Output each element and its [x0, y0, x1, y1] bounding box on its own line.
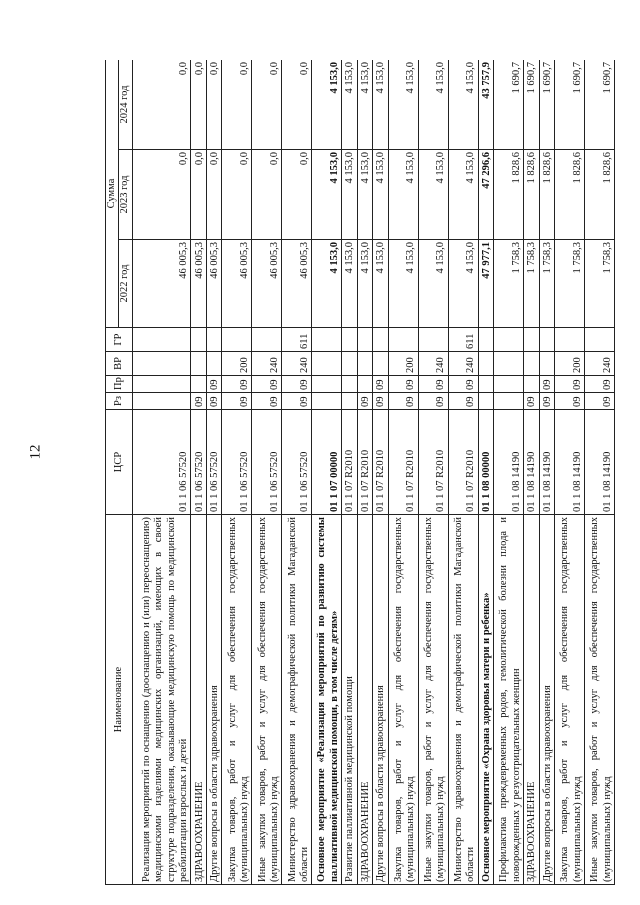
- cell-2022: 1 758,3: [494, 240, 524, 328]
- cell-vr: [373, 352, 389, 376]
- cell-name: ЗДРАВООХРАНЕНИЕ: [191, 515, 207, 885]
- cell-2023: 4 153,0: [418, 150, 448, 240]
- budget-table-container: [105, 60, 615, 885]
- cell-csr: 01 1 06 57520: [222, 410, 252, 515]
- cell-vr: 200: [555, 352, 585, 376]
- cell-2023: 4 153,0: [357, 150, 373, 240]
- cell-2022: 4 153,0: [312, 240, 342, 328]
- header-year-2022: 2022 год: [119, 240, 132, 328]
- cell-pr: 09: [252, 376, 282, 393]
- cell-rz: 09: [373, 393, 389, 410]
- cell-pr: 09: [539, 376, 555, 393]
- cell-2024: 4 153,0: [418, 60, 448, 150]
- table-row: [494, 60, 524, 885]
- cell-gr: [584, 328, 614, 352]
- cell-vr: [312, 352, 342, 376]
- cell-gr: 611: [448, 328, 478, 352]
- cell-2023: 0,0: [282, 150, 312, 240]
- cell-2024: 0,0: [282, 60, 312, 150]
- cell-name: Иные закупки товаров, работ и услуг для обеспечения государственных (муниципальных) нужд: [584, 515, 614, 885]
- table-row: [555, 60, 585, 885]
- cell-pr: 09: [418, 376, 448, 393]
- cell-2022: 46 005,3: [132, 240, 191, 328]
- header-name: Наименование: [106, 515, 133, 885]
- cell-name: Профилактика преждевременных родов, гемолитической болезни плода и новорожденных у резусотрицательных женщин: [494, 515, 524, 885]
- cell-vr: [357, 352, 373, 376]
- cell-2024: 1 690,7: [523, 60, 539, 150]
- cell-rz: 09: [222, 393, 252, 410]
- cell-gr: [132, 328, 191, 352]
- cell-csr: 01 1 07 00000: [312, 410, 342, 515]
- cell-name: Иные закупки товаров, работ и услуг для обеспечения государственных (муниципальных) нужд: [418, 515, 448, 885]
- cell-gr: [206, 328, 222, 352]
- table-row: [448, 60, 478, 885]
- cell-csr: 01 1 07 R2010: [388, 410, 418, 515]
- cell-csr: 01 1 08 14190: [523, 410, 539, 515]
- cell-2022: 1 758,3: [523, 240, 539, 328]
- cell-name: ЗДРАВООХРАНЕНИЕ: [523, 515, 539, 885]
- rotated-table-frame: [105, 60, 615, 885]
- cell-vr: 240: [448, 352, 478, 376]
- cell-2023: 47 296,6: [478, 150, 494, 240]
- cell-2022: 4 153,0: [418, 240, 448, 328]
- cell-pr: [342, 376, 358, 393]
- cell-2024: 4 153,0: [448, 60, 478, 150]
- cell-rz: 09: [282, 393, 312, 410]
- cell-pr: 09: [222, 376, 252, 393]
- cell-2023: 0,0: [206, 150, 222, 240]
- cell-vr: [132, 352, 191, 376]
- cell-2023: 1 828,6: [555, 150, 585, 240]
- cell-2023: 0,0: [191, 150, 207, 240]
- cell-2023: 1 828,6: [584, 150, 614, 240]
- cell-name: Министерство здравоохранения и демографической политики Магаданской области: [282, 515, 312, 885]
- cell-pr: 09: [555, 376, 585, 393]
- table-body: [132, 60, 614, 885]
- cell-2023: 1 828,6: [539, 150, 555, 240]
- cell-vr: 240: [584, 352, 614, 376]
- cell-rz: [132, 393, 191, 410]
- cell-rz: 09: [206, 393, 222, 410]
- cell-2024: 0,0: [222, 60, 252, 150]
- cell-csr: 01 1 06 57520: [282, 410, 312, 515]
- cell-pr: 09: [448, 376, 478, 393]
- cell-2022: 46 005,3: [282, 240, 312, 328]
- table-row: [373, 60, 389, 885]
- cell-pr: [132, 376, 191, 393]
- cell-2022: 4 153,0: [388, 240, 418, 328]
- table-row: [191, 60, 207, 885]
- cell-vr: [342, 352, 358, 376]
- cell-pr: 09: [206, 376, 222, 393]
- cell-rz: [478, 393, 494, 410]
- header-vr: ВР: [106, 352, 133, 376]
- cell-pr: 09: [584, 376, 614, 393]
- cell-gr: [222, 328, 252, 352]
- cell-csr: 01 1 08 00000: [478, 410, 494, 515]
- header-year-2023: 2023 год: [119, 150, 132, 240]
- table-row: [312, 60, 342, 885]
- cell-rz: 09: [584, 393, 614, 410]
- cell-2022: 46 005,3: [252, 240, 282, 328]
- cell-2022: 4 153,0: [373, 240, 389, 328]
- cell-vr: [191, 352, 207, 376]
- table-row: [282, 60, 312, 885]
- cell-gr: [539, 328, 555, 352]
- cell-pr: [523, 376, 539, 393]
- table-row: [222, 60, 252, 885]
- cell-2023: 4 153,0: [373, 150, 389, 240]
- cell-pr: 09: [282, 376, 312, 393]
- cell-name: Другие вопросы в области здравоохранения: [206, 515, 222, 885]
- cell-csr: 01 1 08 14190: [584, 410, 614, 515]
- cell-csr: 01 1 06 57520: [132, 410, 191, 515]
- header-rz: Рз: [106, 393, 133, 410]
- cell-vr: [494, 352, 524, 376]
- cell-csr: 01 1 06 57520: [206, 410, 222, 515]
- cell-gr: [191, 328, 207, 352]
- cell-2024: 1 690,7: [555, 60, 585, 150]
- cell-name: Другие вопросы в области здравоохранения: [373, 515, 389, 885]
- cell-name: Закупка товаров, работ и услуг для обеспечения государственных (муниципальных) нужд: [555, 515, 585, 885]
- header-sum: Сумма: [106, 60, 119, 328]
- cell-vr: [539, 352, 555, 376]
- cell-vr: 240: [418, 352, 448, 376]
- cell-2024: 4 153,0: [342, 60, 358, 150]
- cell-csr: 01 1 06 57520: [191, 410, 207, 515]
- cell-pr: 09: [388, 376, 418, 393]
- table-row: [478, 60, 494, 885]
- header-gr: ГР: [106, 328, 133, 352]
- cell-gr: 611: [282, 328, 312, 352]
- cell-gr: [373, 328, 389, 352]
- cell-gr: [357, 328, 373, 352]
- cell-2022: 4 153,0: [342, 240, 358, 328]
- cell-2023: 4 153,0: [448, 150, 478, 240]
- page-number: 12: [27, 444, 44, 460]
- header-row-top: [106, 60, 119, 885]
- cell-rz: 09: [252, 393, 282, 410]
- cell-rz: [312, 393, 342, 410]
- cell-rz: 09: [191, 393, 207, 410]
- header-year-2024: 2024 год: [119, 60, 132, 150]
- cell-gr: [342, 328, 358, 352]
- cell-rz: 09: [539, 393, 555, 410]
- cell-name: Реализация мероприятий по оснащению (дооснащению и (или) переоснащению) медицинскими изделиями медицинских организаций, имеющих в своей структуре подразделения, оказывающие медицинскую помощь по медицинской реабилитации взрослых и детей: [132, 515, 191, 885]
- cell-rz: 09: [555, 393, 585, 410]
- cell-2024: 4 153,0: [312, 60, 342, 150]
- cell-2023: 0,0: [132, 150, 191, 240]
- cell-csr: 01 1 07 R2010: [448, 410, 478, 515]
- cell-2022: 1 758,3: [539, 240, 555, 328]
- cell-2024: 4 153,0: [357, 60, 373, 150]
- cell-gr: [312, 328, 342, 352]
- cell-2022: 4 153,0: [448, 240, 478, 328]
- header-pr: Пр: [106, 376, 133, 393]
- cell-rz: 09: [448, 393, 478, 410]
- cell-pr: [312, 376, 342, 393]
- table-row: [523, 60, 539, 885]
- cell-gr: [478, 328, 494, 352]
- cell-rz: 09: [523, 393, 539, 410]
- cell-pr: [494, 376, 524, 393]
- cell-vr: 240: [252, 352, 282, 376]
- cell-name: Министерство здравоохранения и демографической политики Магаданской области: [448, 515, 478, 885]
- cell-rz: [494, 393, 524, 410]
- cell-name: Закупка товаров, работ и услуг для обеспечения государственных (муниципальных) нужд: [222, 515, 252, 885]
- cell-2023: 4 153,0: [312, 150, 342, 240]
- cell-2024: 0,0: [206, 60, 222, 150]
- cell-name: Другие вопросы в области здравоохранения: [539, 515, 555, 885]
- cell-csr: 01 1 07 R2010: [418, 410, 448, 515]
- cell-rz: 09: [357, 393, 373, 410]
- cell-gr: [252, 328, 282, 352]
- cell-rz: 09: [418, 393, 448, 410]
- cell-rz: [342, 393, 358, 410]
- cell-2023: 4 153,0: [388, 150, 418, 240]
- cell-pr: [357, 376, 373, 393]
- cell-2024: 1 690,7: [584, 60, 614, 150]
- cell-vr: 240: [282, 352, 312, 376]
- cell-gr: [494, 328, 524, 352]
- cell-2024: 1 690,7: [494, 60, 524, 150]
- table-row: [342, 60, 358, 885]
- table-row: [539, 60, 555, 885]
- cell-2022: 46 005,3: [222, 240, 252, 328]
- cell-vr: 200: [222, 352, 252, 376]
- cell-name: Основное мероприятие «Охрана здоровья матери и ребенка»: [478, 515, 494, 885]
- cell-gr: [388, 328, 418, 352]
- cell-vr: [206, 352, 222, 376]
- cell-csr: 01 1 08 14190: [555, 410, 585, 515]
- cell-2024: 0,0: [132, 60, 191, 150]
- cell-2024: 0,0: [191, 60, 207, 150]
- table-row: [252, 60, 282, 885]
- cell-pr: [478, 376, 494, 393]
- cell-pr: 09: [373, 376, 389, 393]
- cell-csr: 01 1 07 R2010: [357, 410, 373, 515]
- cell-2022: 46 005,3: [191, 240, 207, 328]
- table-row: [132, 60, 191, 885]
- cell-2023: 4 153,0: [342, 150, 358, 240]
- cell-2024: 4 153,0: [373, 60, 389, 150]
- cell-name: Развитие паллиативной медицинской помощи: [342, 515, 358, 885]
- cell-2024: 4 153,0: [388, 60, 418, 150]
- cell-vr: [478, 352, 494, 376]
- cell-name: Закупка товаров, работ и услуг для обеспечения государственных (муниципальных) нужд: [388, 515, 418, 885]
- cell-csr: 01 1 08 14190: [494, 410, 524, 515]
- cell-rz: 09: [388, 393, 418, 410]
- table-row: [584, 60, 614, 885]
- cell-2024: 43 757,9: [478, 60, 494, 150]
- cell-name: ЗДРАВООХРАНЕНИЕ: [357, 515, 373, 885]
- cell-name: Иные закупки товаров, работ и услуг для обеспечения государственных (муниципальных) нужд: [252, 515, 282, 885]
- budget-table: [105, 60, 615, 885]
- cell-2023: 0,0: [222, 150, 252, 240]
- cell-2023: 0,0: [252, 150, 282, 240]
- cell-gr: [555, 328, 585, 352]
- table-row: [418, 60, 448, 885]
- cell-pr: [191, 376, 207, 393]
- cell-csr: 01 1 07 R2010: [342, 410, 358, 515]
- cell-csr: 01 1 08 14190: [539, 410, 555, 515]
- cell-csr: 01 1 07 R2010: [373, 410, 389, 515]
- cell-2022: 47 977,1: [478, 240, 494, 328]
- cell-2024: 1 690,7: [539, 60, 555, 150]
- cell-gr: [418, 328, 448, 352]
- cell-2023: 1 828,6: [523, 150, 539, 240]
- cell-gr: [523, 328, 539, 352]
- table-row: [357, 60, 373, 885]
- cell-2022: 1 758,3: [584, 240, 614, 328]
- cell-2024: 0,0: [252, 60, 282, 150]
- table-row: [388, 60, 418, 885]
- cell-2022: 4 153,0: [357, 240, 373, 328]
- cell-vr: 200: [388, 352, 418, 376]
- cell-name: Основное мероприятие «Реализация мероприятий по развитию системы паллиативной медицинской помощи, в том числе детям»: [312, 515, 342, 885]
- table-header: [106, 60, 133, 885]
- cell-2022: 46 005,3: [206, 240, 222, 328]
- table-row: [206, 60, 222, 885]
- cell-vr: [523, 352, 539, 376]
- header-csr: ЦСР: [106, 410, 133, 515]
- cell-2023: 1 828,6: [494, 150, 524, 240]
- cell-csr: 01 1 06 57520: [252, 410, 282, 515]
- cell-2022: 1 758,3: [555, 240, 585, 328]
